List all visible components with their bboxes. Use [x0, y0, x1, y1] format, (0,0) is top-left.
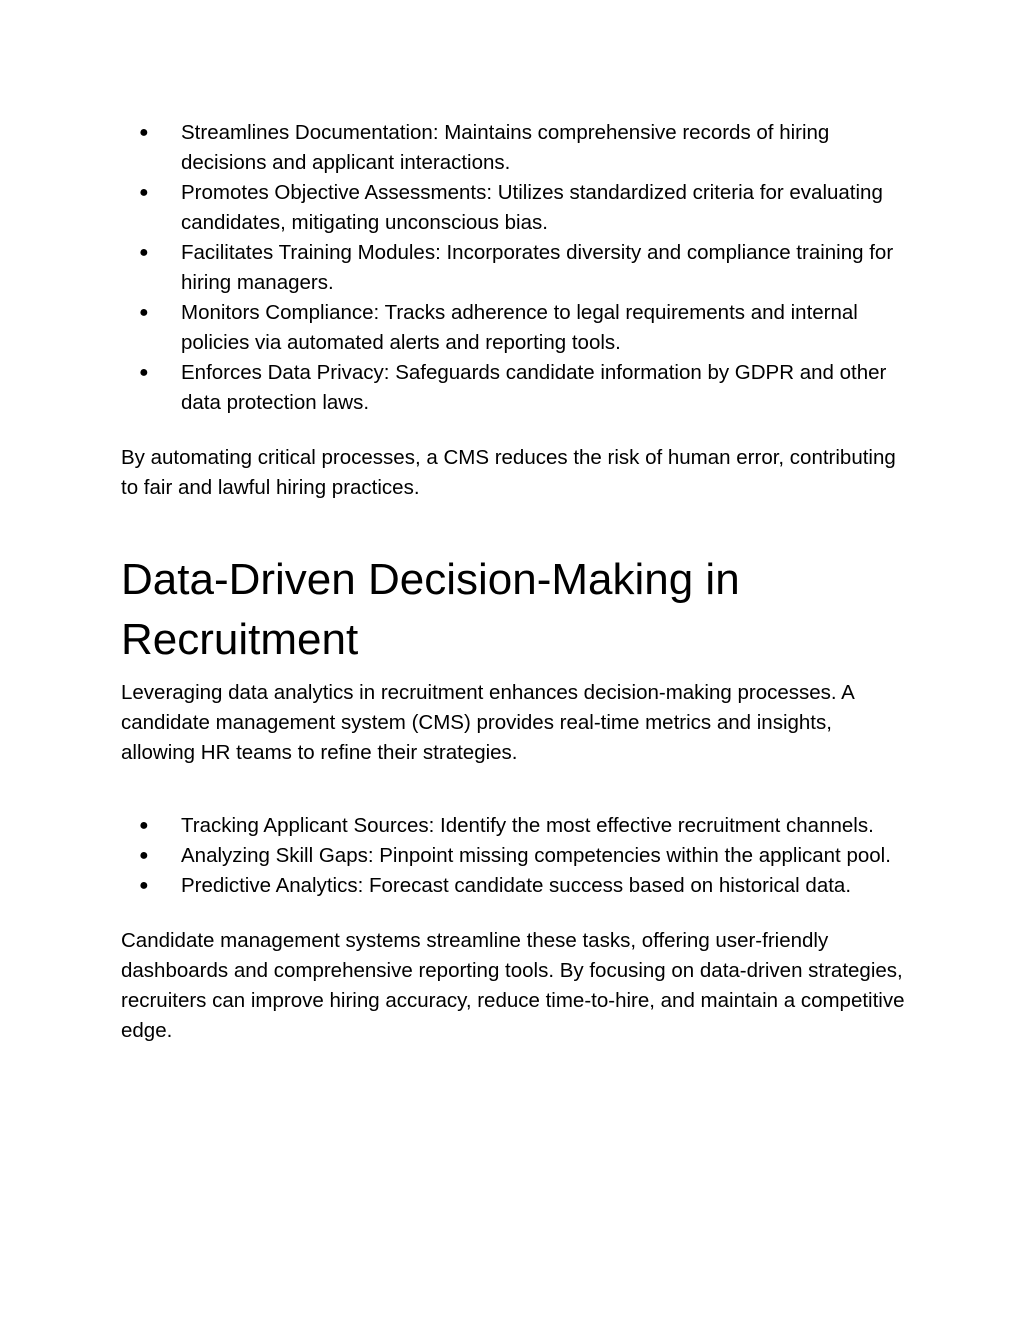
bullet-icon: ● [139, 304, 149, 321]
list-item [121, 811, 911, 841]
list-item-text: Monitors Compliance: Tracks adherence to legal requirements and internal policies via automated alerts and reporting tools. [181, 301, 858, 354]
list-item-text: Promotes Objective Assessments: Utilizes standardized criteria for evaluating candidates, mitigating unconscious bias. [181, 181, 883, 234]
list-item-text: Tracking Applicant Sources: Identify the most effective recruitment channels. [181, 814, 874, 837]
list-item [121, 178, 911, 238]
bullet-icon: ● [139, 364, 149, 381]
bullet-icon: ● [139, 184, 149, 201]
bullet-icon: ● [139, 124, 149, 141]
list-item-text: Predictive Analytics: Forecast candidate success based on historical data. [181, 874, 852, 897]
list-item [121, 238, 911, 298]
document-page [121, 118, 911, 1046]
list-item [121, 298, 911, 358]
intro-paragraph: Leveraging data analytics in recruitment enhances decision-making processes. A candidate management system (CMS) provides real-time metrics and insights, allowing HR teams to refine their strategies. [121, 681, 854, 764]
bullet-icon: ● [139, 817, 149, 834]
list-item-text: Facilitates Training Modules: Incorporates diversity and compliance training for hiring managers. [181, 241, 894, 294]
summary-paragraph: By automating critical processes, a CMS reduces the risk of human error, contributing to fair and lawful hiring practices. [121, 446, 896, 499]
list-item-text: Streamlines Documentation: Maintains comprehensive records of hiring decisions and applicant interactions. [181, 121, 830, 174]
bullet-icon: ● [139, 244, 149, 261]
bullet-icon: ● [139, 877, 149, 894]
bullet-icon: ● [139, 847, 149, 864]
compliance-benefits-list [121, 118, 911, 418]
list-item-text: Analyzing Skill Gaps: Pinpoint missing competencies within the applicant pool. [181, 844, 891, 867]
section-heading: Data-Driven Decision-Making in Recruitment [121, 555, 740, 664]
closing-paragraph: Candidate management systems streamline these tasks, offering user-friendly dashboards and comprehensive reporting tools. By focusing on data-driven strategies, recruiters can improve hiring accuracy, reduce time-to-hire, and maintain a competitive edge. [121, 929, 905, 1042]
list-item [121, 358, 911, 418]
list-item [121, 871, 911, 901]
list-item [121, 841, 911, 871]
list-item [121, 118, 911, 178]
list-item-text: Enforces Data Privacy: Safeguards candidate information by GDPR and other data protection laws. [181, 361, 887, 414]
analytics-list [121, 811, 911, 901]
